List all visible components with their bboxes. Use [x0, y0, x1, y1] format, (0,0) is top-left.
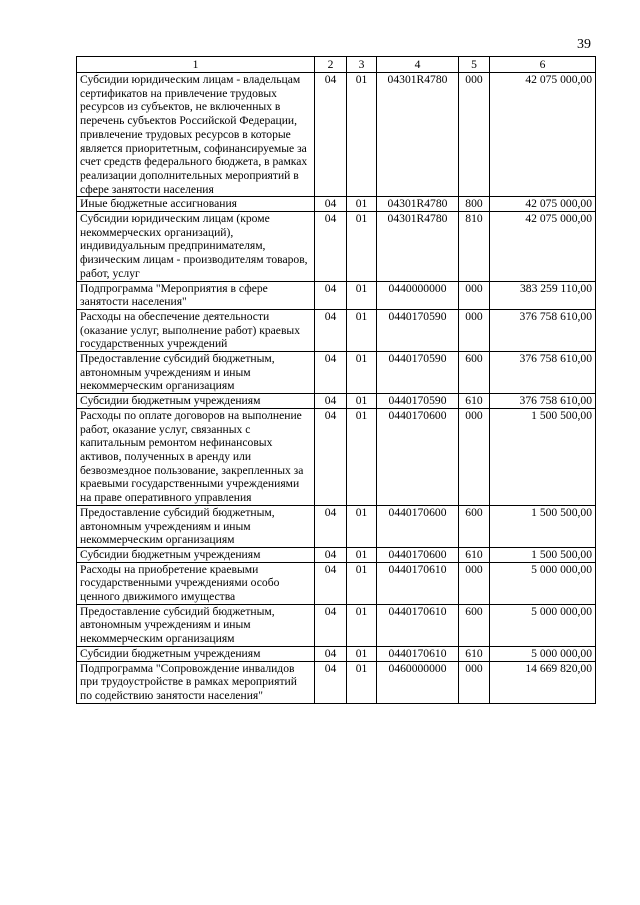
row-expense-type: 810	[459, 212, 490, 282]
row-amount: 5 000 000,00	[490, 604, 596, 646]
row-target-code: 0440170590	[377, 352, 459, 394]
row-expense-type: 000	[459, 281, 490, 309]
row-section: 04	[315, 309, 347, 351]
row-subsection: 01	[347, 408, 377, 505]
row-target-code: 0440170610	[377, 646, 459, 661]
table-row	[77, 352, 596, 394]
column-header-4: 4	[377, 57, 459, 73]
row-section: 04	[315, 352, 347, 394]
row-amount: 42 075 000,00	[490, 212, 596, 282]
row-subsection: 01	[347, 352, 377, 394]
row-subsection: 01	[347, 197, 377, 212]
row-subsection: 01	[347, 281, 377, 309]
row-target-code: 0460000000	[377, 661, 459, 703]
row-expense-type: 600	[459, 505, 490, 547]
row-section: 04	[315, 281, 347, 309]
page-number: 39	[577, 37, 591, 52]
row-target-code: 0440170600	[377, 408, 459, 505]
table-row	[77, 604, 596, 646]
row-section: 04	[315, 408, 347, 505]
row-target-code: 04301R4780	[377, 73, 459, 197]
row-amount: 42 075 000,00	[490, 73, 596, 197]
table-row	[77, 73, 596, 197]
row-section: 04	[315, 505, 347, 547]
row-subsection: 01	[347, 562, 377, 604]
row-target-code: 04301R4780	[377, 212, 459, 282]
row-name: Расходы на обеспечение деятельности (оказание услуг, выполнение работ) краевых государственных учреждений	[77, 309, 315, 351]
column-header-1: 1	[77, 57, 315, 73]
row-subsection: 01	[347, 394, 377, 409]
row-subsection: 01	[347, 73, 377, 197]
row-subsection: 01	[347, 646, 377, 661]
table-row	[77, 408, 596, 505]
row-section: 04	[315, 547, 347, 562]
row-expense-type: 600	[459, 604, 490, 646]
row-amount: 5 000 000,00	[490, 562, 596, 604]
column-header-3: 3	[347, 57, 377, 73]
table-row	[77, 505, 596, 547]
table-row	[77, 646, 596, 661]
row-expense-type: 800	[459, 197, 490, 212]
row-section: 04	[315, 197, 347, 212]
table-row	[77, 212, 596, 282]
row-target-code: 0440170600	[377, 547, 459, 562]
row-name: Расходы на приобретение краевыми государственными учреждениями особо ценного движимого имущества	[77, 562, 315, 604]
row-name: Иные бюджетные ассигнования	[77, 197, 315, 212]
row-name: Субсидии бюджетным учреждениям	[77, 394, 315, 409]
row-target-code: 0440170590	[377, 309, 459, 351]
row-subsection: 01	[347, 309, 377, 351]
row-name: Субсидии бюджетным учреждениям	[77, 646, 315, 661]
row-name: Предоставление субсидий бюджетным, автономным учреждениям и иным некоммерческим организациям	[77, 604, 315, 646]
row-name: Субсидии юридическим лицам (кроме некоммерческих организаций), индивидуальным предпринимателям, физическим лицам - производителям товаров, работ, услуг	[77, 212, 315, 282]
row-section: 04	[315, 661, 347, 703]
row-section: 04	[315, 394, 347, 409]
row-section: 04	[315, 212, 347, 282]
row-amount: 376 758 610,00	[490, 352, 596, 394]
column-header-2: 2	[315, 57, 347, 73]
row-amount: 376 758 610,00	[490, 394, 596, 409]
row-name: Предоставление субсидий бюджетным, автономным учреждениям и иным некоммерческим организациям	[77, 505, 315, 547]
table-row	[77, 197, 596, 212]
row-name: Подпрограмма "Сопровождение инвалидов при трудоустройстве в рамках мероприятий по содействию занятости населения"	[77, 661, 315, 703]
table-row	[77, 309, 596, 351]
row-amount: 1 500 500,00	[490, 408, 596, 505]
row-expense-type: 600	[459, 352, 490, 394]
table-row	[77, 281, 596, 309]
row-expense-type: 000	[459, 661, 490, 703]
row-expense-type: 000	[459, 309, 490, 351]
row-subsection: 01	[347, 505, 377, 547]
row-name: Субсидии юридическим лицам - владельцам сертификатов на привлечение трудовых ресурсов из субъектов, не включенных в перечень субъектов Российской Федерации, привлечение трудовых ресурсов в которые является приоритетным, софинансируемые за счет средств федерального бюджета, в рамках реализации дополнительных мероприятий в сфере занятости населения	[77, 73, 315, 197]
row-amount: 1 500 500,00	[490, 547, 596, 562]
row-target-code: 0440000000	[377, 281, 459, 309]
row-name: Субсидии бюджетным учреждениям	[77, 547, 315, 562]
header-row	[77, 57, 596, 73]
row-expense-type: 610	[459, 646, 490, 661]
row-target-code: 0440170600	[377, 505, 459, 547]
row-subsection: 01	[347, 661, 377, 703]
row-name: Предоставление субсидий бюджетным, автономным учреждениям и иным некоммерческим организациям	[77, 352, 315, 394]
row-target-code: 04301R4780	[377, 197, 459, 212]
row-expense-type: 000	[459, 408, 490, 505]
column-header-5: 5	[459, 57, 490, 73]
row-amount: 42 075 000,00	[490, 197, 596, 212]
row-amount: 383 259 110,00	[490, 281, 596, 309]
row-name: Подпрограмма "Мероприятия в сфере занятости населения"	[77, 281, 315, 309]
table-row	[77, 394, 596, 409]
table-row	[77, 661, 596, 703]
row-amount: 1 500 500,00	[490, 505, 596, 547]
row-subsection: 01	[347, 212, 377, 282]
row-expense-type: 610	[459, 547, 490, 562]
row-section: 04	[315, 562, 347, 604]
row-amount: 14 669 820,00	[490, 661, 596, 703]
row-target-code: 0440170610	[377, 562, 459, 604]
row-section: 04	[315, 646, 347, 661]
column-header-6: 6	[490, 57, 596, 73]
row-section: 04	[315, 604, 347, 646]
table-row	[77, 562, 596, 604]
row-section: 04	[315, 73, 347, 197]
row-expense-type: 000	[459, 73, 490, 197]
row-subsection: 01	[347, 547, 377, 562]
row-expense-type: 000	[459, 562, 490, 604]
row-amount: 376 758 610,00	[490, 309, 596, 351]
row-target-code: 0440170610	[377, 604, 459, 646]
budget-table	[76, 56, 596, 704]
table-row	[77, 547, 596, 562]
row-subsection: 01	[347, 604, 377, 646]
row-expense-type: 610	[459, 394, 490, 409]
row-amount: 5 000 000,00	[490, 646, 596, 661]
row-name: Расходы по оплате договоров на выполнение работ, оказание услуг, связанных с капитальным ремонтом нефинансовых активов, полученных в аренду или безвозмездное пользование, закрепленных за краевыми государственными учреждениями на праве оперативного управления	[77, 408, 315, 505]
row-target-code: 0440170590	[377, 394, 459, 409]
